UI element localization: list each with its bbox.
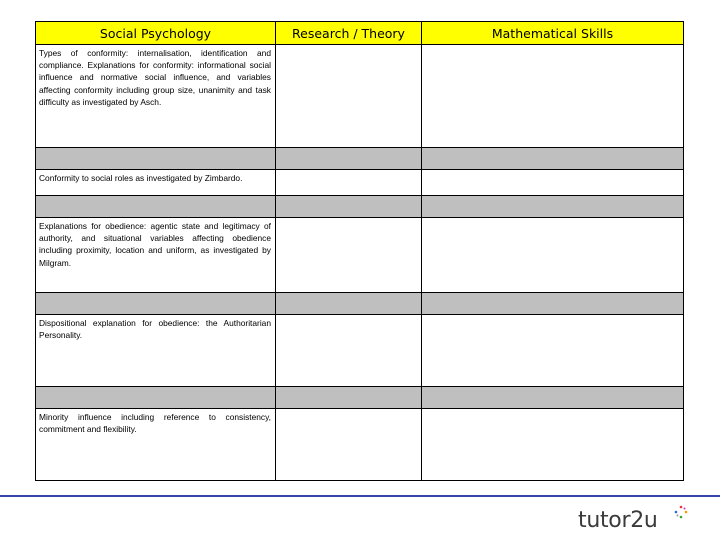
- header-row: [36, 22, 684, 45]
- topic-text: Minority influence including reference to consistency, commitment and flexibility.: [39, 412, 271, 435]
- header-mathematical-skills: Mathematical Skills: [422, 22, 684, 45]
- logo-text: tutor2u: [578, 508, 658, 533]
- spacer-row: [36, 148, 684, 170]
- topic-text: Types of conformity: internalisation, identification and compliance. Explanations for conformity: informational social influence and normative social influence, and variables affecting conformity including group size, unanimity and task difficulty as investigated by Asch.: [39, 48, 271, 107]
- spacer-row: [36, 293, 684, 315]
- header-research-theory: Research / Theory: [276, 22, 422, 45]
- research-cell: [276, 409, 422, 481]
- topic-text: Dispositional explanation for obedience: the Authoritarian Personality.: [39, 318, 271, 341]
- topic-cell: [36, 315, 276, 387]
- spacer-row: [36, 196, 684, 218]
- maths-cell: [422, 45, 684, 148]
- sparkle-dots-icon: [674, 505, 688, 519]
- topic-text: Conformity to social roles as investigated by Zimbardo.: [39, 173, 243, 183]
- topic-row: [36, 409, 684, 481]
- spacer-row: [36, 387, 684, 409]
- footer-rule: [0, 495, 720, 497]
- research-cell: [276, 170, 422, 196]
- maths-cell: [422, 315, 684, 387]
- topic-table: [35, 21, 684, 481]
- topic-row: [36, 218, 684, 293]
- topic-cell: [36, 218, 276, 293]
- topic-row: [36, 170, 684, 196]
- maths-cell: [422, 170, 684, 196]
- topic-cell: [36, 170, 276, 196]
- topic-cell: [36, 45, 276, 148]
- research-cell: [276, 218, 422, 293]
- topic-row: [36, 45, 684, 148]
- research-cell: [276, 45, 422, 148]
- tutor2u-logo: [578, 508, 688, 536]
- header-social-psychology: Social Psychology: [36, 22, 276, 45]
- maths-cell: [422, 218, 684, 293]
- topic-text: Explanations for obedience: agentic state and legitimacy of authority, and situational variables affecting obedience including proximity, location and uniform, as investigated by Milgram.: [39, 221, 271, 268]
- topic-cell: [36, 409, 276, 481]
- maths-cell: [422, 409, 684, 481]
- topic-row: [36, 315, 684, 387]
- research-cell: [276, 315, 422, 387]
